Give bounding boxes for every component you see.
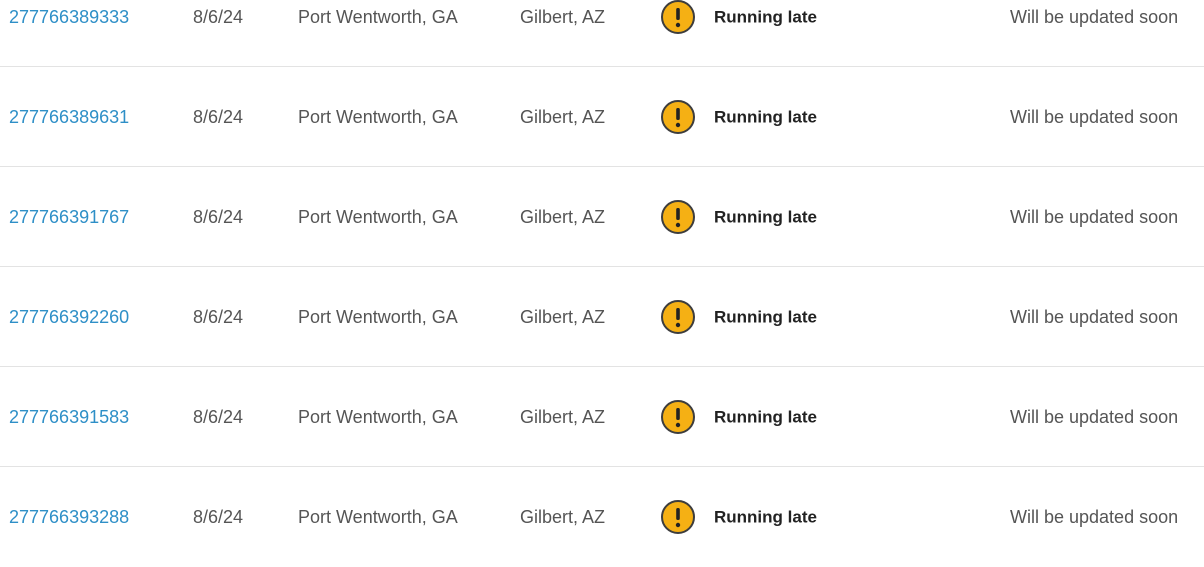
tracking-number-link[interactable]: 277766392260 bbox=[9, 307, 130, 327]
destination-location: Gilbert, AZ bbox=[520, 7, 606, 27]
ship-date: 8/6/24 bbox=[193, 407, 244, 427]
tracking-number-link[interactable]: 277766393288 bbox=[9, 507, 130, 527]
status-label: Running late bbox=[714, 407, 817, 427]
destination-location: Gilbert, AZ bbox=[520, 507, 606, 527]
exclamation-warning-icon bbox=[661, 0, 695, 34]
destination-location: Gilbert, AZ bbox=[520, 307, 606, 327]
origin-location: Port Wentworth, GA bbox=[298, 7, 458, 27]
table-row bbox=[0, 67, 1204, 167]
origin-location: Port Wentworth, GA bbox=[298, 107, 458, 127]
exclamation-warning-icon bbox=[661, 500, 695, 534]
exclamation-warning-icon bbox=[661, 400, 695, 434]
tracking-number-link[interactable]: 277766391583 bbox=[9, 407, 130, 427]
origin-location: Port Wentworth, GA bbox=[298, 207, 458, 227]
table-row bbox=[0, 367, 1204, 467]
eta-text: Will be updated soon bbox=[1010, 507, 1179, 527]
ship-date: 8/6/24 bbox=[193, 107, 244, 127]
status-label: Running late bbox=[714, 7, 817, 27]
destination-location: Gilbert, AZ bbox=[520, 107, 606, 127]
status-label: Running late bbox=[714, 107, 817, 127]
origin-location: Port Wentworth, GA bbox=[298, 407, 458, 427]
ship-date: 8/6/24 bbox=[193, 7, 244, 27]
table-row bbox=[0, 467, 1204, 567]
exclamation-warning-icon bbox=[661, 100, 695, 134]
eta-text: Will be updated soon bbox=[1010, 7, 1179, 27]
status-label: Running late bbox=[714, 207, 817, 227]
exclamation-warning-icon bbox=[661, 200, 695, 234]
tracking-number-link[interactable]: 277766389333 bbox=[9, 7, 130, 27]
table-row bbox=[0, 0, 1204, 67]
eta-text: Will be updated soon bbox=[1010, 407, 1179, 427]
ship-date: 8/6/24 bbox=[193, 507, 244, 527]
destination-location: Gilbert, AZ bbox=[520, 207, 606, 227]
destination-location: Gilbert, AZ bbox=[520, 407, 606, 427]
eta-text: Will be updated soon bbox=[1010, 207, 1179, 227]
origin-location: Port Wentworth, GA bbox=[298, 307, 458, 327]
eta-text: Will be updated soon bbox=[1010, 107, 1179, 127]
origin-location: Port Wentworth, GA bbox=[298, 507, 458, 527]
exclamation-warning-icon bbox=[661, 300, 695, 334]
eta-text: Will be updated soon bbox=[1010, 307, 1179, 327]
status-label: Running late bbox=[714, 307, 817, 327]
tracking-number-link[interactable]: 277766389631 bbox=[9, 107, 130, 127]
tracking-number-link[interactable]: 277766391767 bbox=[9, 207, 130, 227]
ship-date: 8/6/24 bbox=[193, 307, 244, 327]
status-label: Running late bbox=[714, 507, 817, 527]
ship-date: 8/6/24 bbox=[193, 207, 244, 227]
table-row bbox=[0, 267, 1204, 367]
table-row bbox=[0, 167, 1204, 267]
